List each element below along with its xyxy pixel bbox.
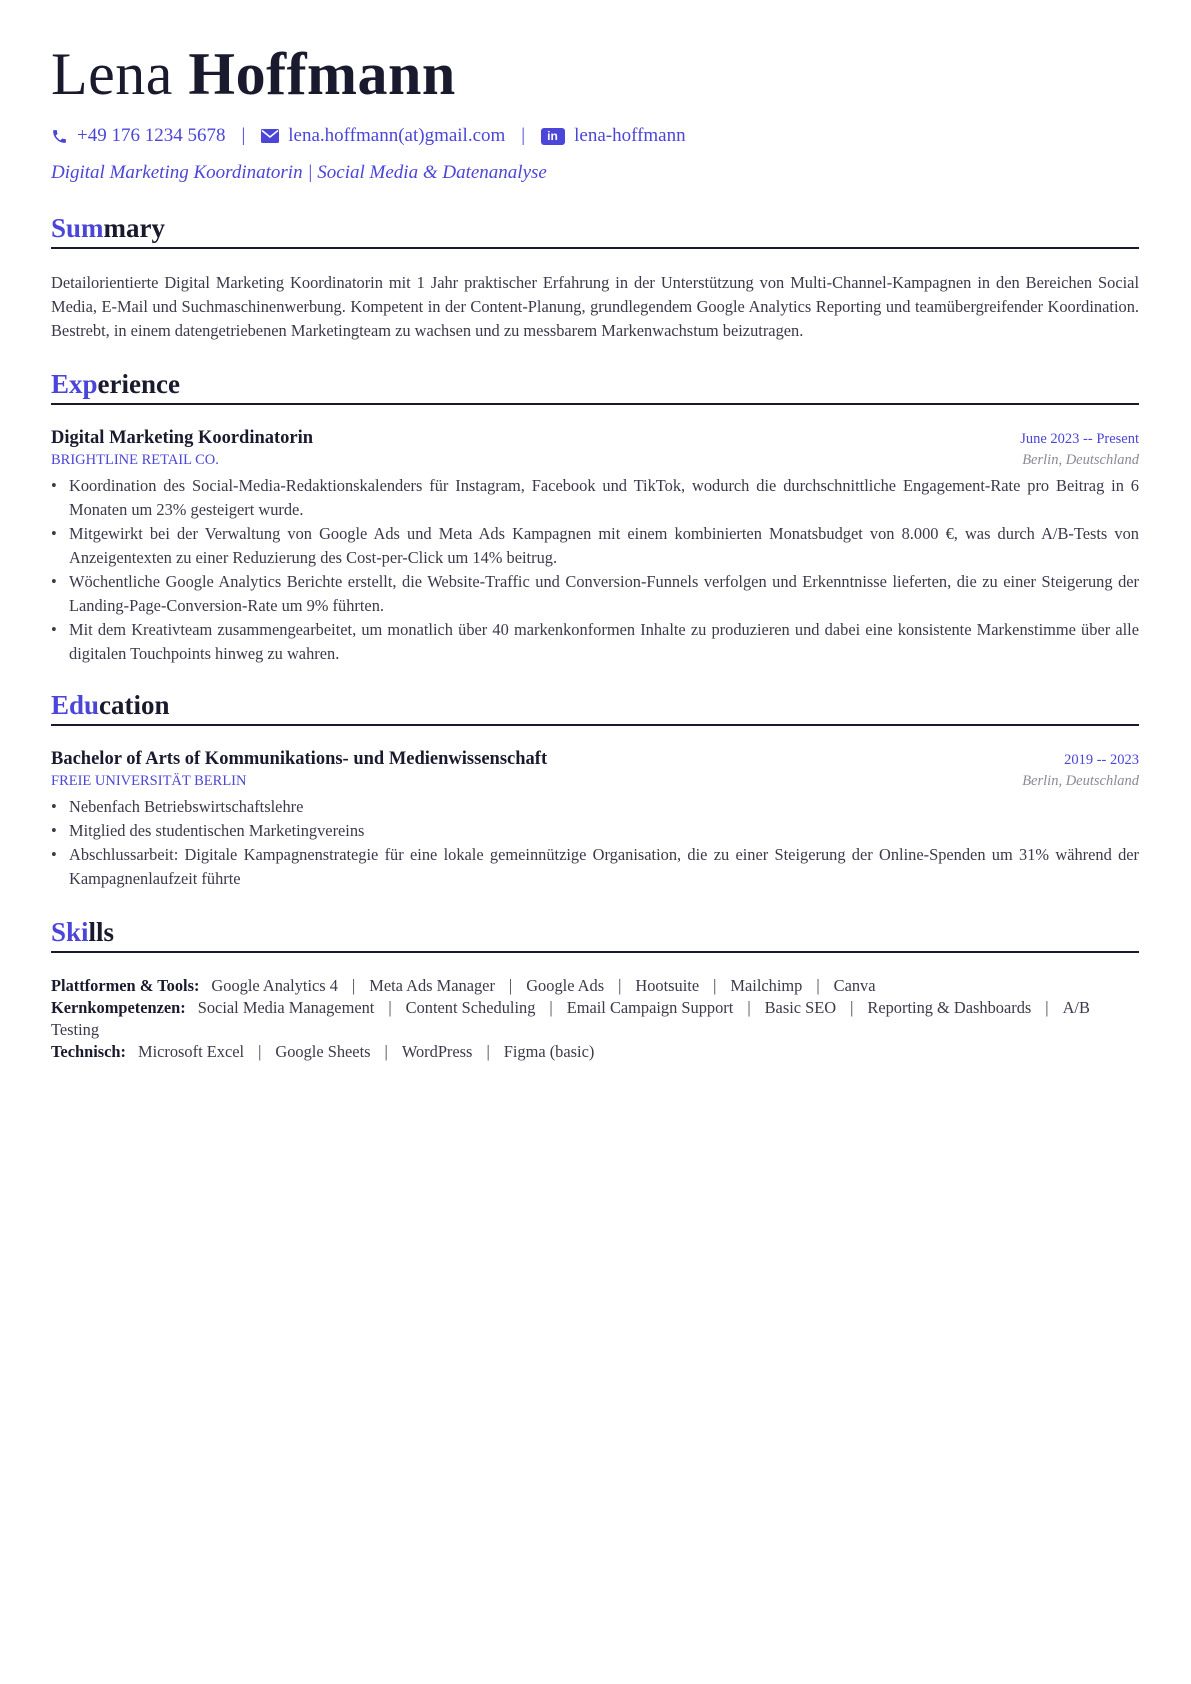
job-dates: June 2023 -- Present (1020, 431, 1139, 447)
section-heading (51, 211, 1139, 249)
heading-accent: Edu (51, 690, 100, 720)
degree-title: Bachelor of Arts of Kommunikations- und Medienwissenschaft (51, 749, 548, 769)
skill-item: Basic SEO (764, 998, 837, 1017)
skill-separator: | (508, 976, 513, 995)
phone-contact[interactable] (51, 125, 225, 147)
summary-text: Detailorientierte Digital Marketing Koordinatorin mit 1 Jahr praktischer Erfahrung in der Unterstützung von Multi-Channel-Kampagnen in den Bereichen Social Media, E-Mail und Suchmaschinenwerbung. Kompetent in der Content-Planung, grundlegendem Google Analytics Reporting und teamübergreifender Koordination. Bestrebt, in einem datengetriebenen Marketingteam zu wachsen und zu messbarem Markenwachstum beizutragen. (51, 273, 1139, 340)
section-heading (51, 688, 1139, 726)
skill-item: Canva (833, 976, 876, 995)
school-name: FREIE UNIVERSITÄT BERLIN (51, 773, 247, 789)
skill-item: Reporting & Dashboards (867, 998, 1032, 1017)
skill-separator: | (747, 998, 751, 1017)
linkedin-icon (541, 128, 565, 145)
skill-separator: | (388, 998, 392, 1017)
skills-section (51, 915, 1139, 1063)
skill-separator: | (384, 1042, 388, 1061)
experience-section (51, 367, 1139, 666)
email-text: lena.hoffmann(at)gmail.com (288, 125, 506, 146)
skill-separator: | (816, 976, 820, 995)
skill-separator: | (351, 976, 356, 995)
list-item: • Wöchentliche Google Analytics Berichte erstellt, die Website-Traffic und Conversion-Funnels verfolgen und Erkenntnisse lieferten, die zu einer Steigerung der Landing-Page-Conversion-Rate um 9% führten. (51, 570, 1139, 618)
skill-label: Technisch: (51, 1042, 126, 1061)
linkedin-text: lena-hoffmann (574, 125, 686, 146)
contact-separator: | (521, 125, 526, 146)
linkedin-badge-text: in (547, 128, 558, 143)
education-section (51, 688, 1139, 891)
linkedin-link[interactable] (541, 125, 686, 147)
heading-rest: erience (97, 369, 180, 399)
email-link[interactable] (261, 125, 505, 147)
skill-row-platforms (51, 975, 1139, 997)
phone-text: +49 176 1234 5678 (77, 125, 226, 146)
education-entry (51, 748, 1139, 891)
skill-separator: | (1045, 998, 1049, 1017)
skill-row-technical (51, 1041, 1139, 1063)
skill-item: Mailchimp (730, 976, 803, 995)
experience-entry (51, 427, 1139, 666)
heading-rest: lls (88, 917, 115, 947)
contact-separator: | (241, 125, 246, 146)
company-name: BRIGHTLINE RETAIL CO. (51, 452, 219, 468)
job-title: Digital Marketing Koordinatorin (51, 428, 314, 448)
heading-rest: cation (99, 690, 170, 720)
school-location: Berlin, Deutschland (1022, 773, 1139, 789)
skill-item: Google Analytics 4 (211, 976, 338, 995)
summary-section (51, 211, 1139, 343)
skills-list (51, 975, 1139, 1063)
list-item: • Nebenfach Betriebswirtschaftslehre (51, 795, 1139, 819)
contact-row (51, 124, 1139, 148)
skill-separator: | (713, 976, 717, 995)
heading-rest: mary (103, 213, 166, 243)
section-heading (51, 367, 1139, 405)
skill-separator: | (258, 1042, 262, 1061)
skill-separator: | (486, 1042, 490, 1061)
skill-item: A/B Testing (51, 998, 1090, 1039)
skill-label: Kernkompetenzen: (51, 998, 186, 1017)
skill-item: Hootsuite (635, 976, 700, 995)
education-dates: 2019 -- 2023 (1064, 752, 1139, 768)
experience-bullets (51, 474, 1139, 666)
skill-item: Figma (basic) (503, 1042, 595, 1061)
skill-item: Content Scheduling (405, 998, 536, 1017)
education-bullets (51, 795, 1139, 891)
tagline: Digital Marketing Koordinatorin | Social Media & Datenanalyse (51, 162, 547, 183)
last-name: Hoffmann (188, 41, 456, 107)
heading-accent: Sum (51, 213, 104, 243)
job-location: Berlin, Deutschland (1022, 452, 1139, 468)
skill-item: Meta Ads Manager (369, 976, 495, 995)
envelope-icon (261, 129, 279, 143)
candidate-name (51, 38, 1139, 110)
skill-separator: | (618, 976, 622, 995)
list-item: • Abschlussarbeit: Digitale Kampagnenstrategie für eine lokale gemeinnützige Organisation, die zu einer Steigerung der Online-Spenden um 31% während der Kampagnenlaufzeit führte (51, 843, 1139, 891)
list-item: • Mitglied des studentischen Marketingvereins (51, 819, 1139, 843)
skill-item: WordPress (401, 1042, 473, 1061)
skill-item: Social Media Management (197, 998, 375, 1017)
skill-row-core (51, 997, 1139, 1041)
skill-item: Google Ads (526, 976, 605, 995)
list-item: • Koordination des Social-Media-Redaktionskalenders für Instagram, Facebook und TikTok, wodurch die durchschnittliche Engagement-Rate pro Beitrag in 6 Monaten um 23% gesteigert wurde. (51, 474, 1139, 522)
skill-separator: | (549, 998, 553, 1017)
heading-accent: Ski (51, 917, 89, 947)
phone-icon (51, 128, 68, 145)
heading-accent: Exp (51, 369, 98, 399)
skill-label: Plattformen & Tools: (51, 976, 200, 995)
list-item: • Mit dem Kreativteam zusammengearbeitet, um monatlich über 40 markenkonformen Inhalte zu produzieren und dabei eine konsistente Markenstimme über alle digitalen Touchpoints hinweg zu wahren. (51, 618, 1139, 666)
first-name: Lena (51, 41, 173, 107)
list-item: • Mitgewirkt bei der Verwaltung von Google Ads und Meta Ads Kampagnen mit einem kombinierten Monatsbudget von 8.000 €, was durch A/B-Tests von Anzeigentexten zu einer Reduzierung des Cost-per-Click um 14% beitrug. (51, 522, 1139, 570)
section-heading (51, 915, 1139, 953)
skill-separator: | (850, 998, 854, 1017)
skill-item: Email Campaign Support (566, 998, 734, 1017)
skill-item: Microsoft Excel (138, 1042, 245, 1061)
skill-item: Google Sheets (275, 1042, 371, 1061)
